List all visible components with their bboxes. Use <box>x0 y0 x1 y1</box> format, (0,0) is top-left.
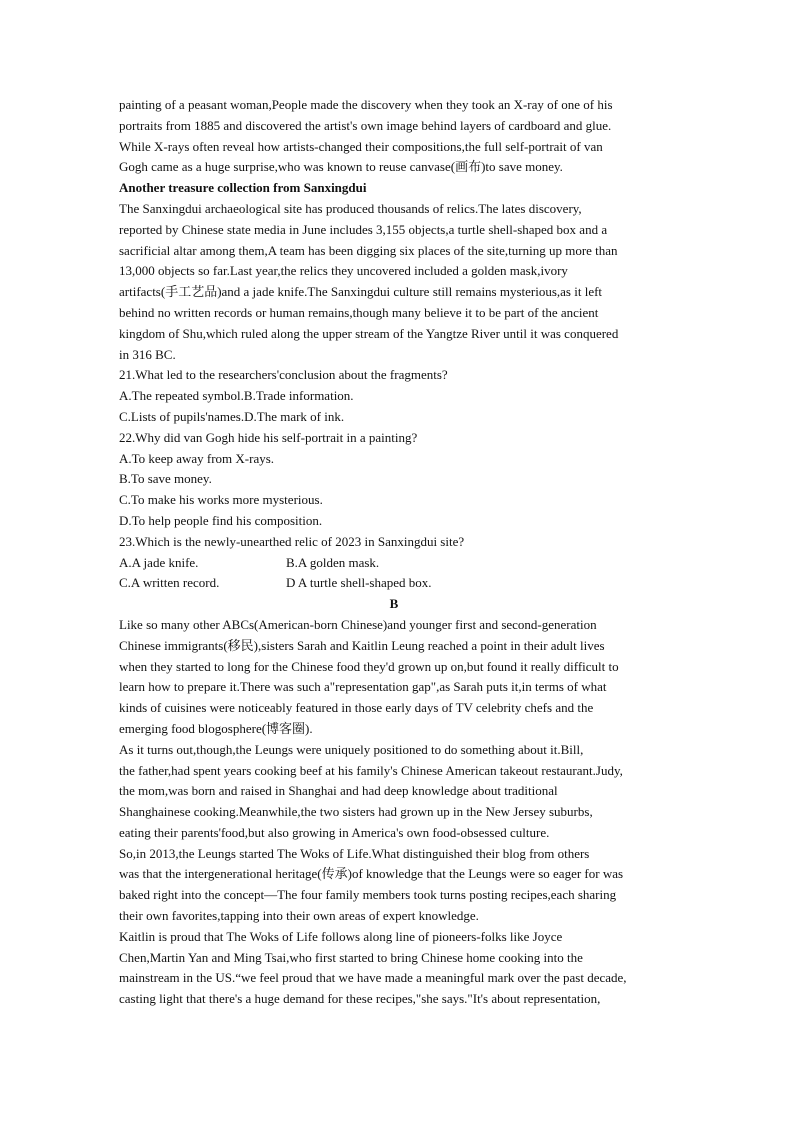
text-line: While X-rays often reveal how artists-changed their compositions,the full self-portrait of van <box>119 138 603 154</box>
text-line: baked right into the concept—The four family members took turns posting recipes,each sharing <box>119 887 617 903</box>
text-line: kinds of cuisines were noticeably featured in those early days of TV celebrity chefs and the <box>119 700 594 716</box>
question-21 <box>119 365 679 427</box>
answer-option-c: C.To make his works more mysterious. <box>119 492 323 508</box>
text-line: Like so many other ABCs(American-born Chinese)and younger first and second-generation <box>119 616 597 632</box>
answer-option-c: C.A written record. <box>119 575 220 591</box>
answer-row <box>119 573 679 594</box>
question-22 <box>119 428 679 532</box>
section-heading: Another treasure collection from Sanxingdui <box>119 180 367 196</box>
answer-option-b: B.To save money. <box>119 471 212 487</box>
text-line: the mom,was born and raised in Shanghai and had deep knowledge about traditional <box>119 783 558 799</box>
answer-row <box>119 553 679 574</box>
passage-woks-of-life <box>119 615 679 1010</box>
answer-options: A.The repeated symbol.B.Trade information. <box>119 388 354 404</box>
answer-option-b: B.A golden mask. <box>286 554 380 570</box>
text-line: mainstream in the US.“we feel proud that we have made a meaningful mark over the past decade, <box>119 970 627 986</box>
text-line: As it turns out,though,the Leungs were uniquely positioned to do something about it.Bill, <box>119 741 584 757</box>
text-line: Gogh came as a huge surprise,who was known to reuse canvase(画布)to save money. <box>119 159 563 175</box>
text-line: their own favorites,tapping into their own areas of expert knowledge. <box>119 908 479 924</box>
answer-options: C.Lists of pupils'names.D.The mark of ink. <box>119 408 345 424</box>
document-page <box>119 95 679 1010</box>
section-label: B <box>389 596 399 612</box>
text-line: Shanghainese cooking.Meanwhile,the two sisters had grown up in the New Jersey suburbs, <box>119 804 593 820</box>
text-line: artifacts(手工艺品)and a jade knife.The Sanxingdui culture still remains mysterious,as it left <box>119 284 603 300</box>
answer-option-d: D A turtle shell-shaped box. <box>286 575 432 591</box>
passage-sanxingdui <box>119 199 679 365</box>
answer-option-d: D.To help people find his composition. <box>119 512 323 528</box>
text-line: Chen,Martin Yan and Ming Tsai,who first started to bring Chinese home cooking into the <box>119 949 583 965</box>
text-line: was that the intergenerational heritage(传承)of knowledge that the Leungs were so eager for was <box>119 866 624 882</box>
answer-option-a: A.To keep away from X-rays. <box>119 450 275 466</box>
text-line: portraits from 1885 and discovered the artist's own image behind layers of cardboard and glue. <box>119 117 612 133</box>
text-line: eating their parents'food,but also growing in America's own food-obsessed culture. <box>119 824 550 840</box>
text-line: emerging food blogosphere(博客圈). <box>119 720 313 736</box>
text-line: sacrificial altar among them,A team has been digging six places of the site,turning up more than <box>119 242 618 258</box>
text-line: So,in 2013,the Leungs started The Woks of Life.What distinguished their blog from others <box>119 845 590 861</box>
passage-van-gogh <box>119 95 679 178</box>
text-line: behind no written records or human remains,though many believe it to be part of the ancient <box>119 304 599 320</box>
question-23 <box>119 532 679 594</box>
question-stem: 21.What led to the researchers'conclusion about the fragments? <box>119 367 448 383</box>
question-stem: 22.Why did van Gogh hide his self-portrait in a painting? <box>119 429 418 445</box>
text-line: in 316 BC. <box>119 346 176 362</box>
text-line: painting of a peasant woman,People made the discovery when they took an X-ray of one of his <box>119 97 613 112</box>
text-line: 13,000 objects so far.Last year,the relics they uncovered included a golden mask,ivory <box>119 263 568 279</box>
text-line: reported by Chinese state media in June includes 3,155 objects,a turtle shell-shaped box and a <box>119 221 608 237</box>
answer-option-a: A.A jade knife. <box>119 554 199 570</box>
question-stem: 23.Which is the newly-unearthed relic of 2023 in Sanxingdui site? <box>119 533 465 549</box>
text-line: the father,had spent years cooking beef at his family's Chinese American takeout restaurant.Judy, <box>119 762 623 778</box>
text-line: The Sanxingdui archaeological site has produced thousands of relics.The lates discovery, <box>119 200 582 216</box>
text-line: when they started to long for the Chinese food they'd grown up on,but found it really difficult to <box>119 658 619 674</box>
text-line: kingdom of Shu,which ruled along the upper stream of the Yangtze River until it was conquered <box>119 325 619 341</box>
text-line: Kaitlin is proud that The Woks of Life follows along line of pioneers-folks like Joyce <box>119 928 563 944</box>
text-line: casting light that there's a huge demand for these recipes,"she says."It's about representation, <box>119 991 601 1007</box>
text-line: Chinese immigrants(移民),sisters Sarah and Kaitlin Leung reached a point in their adult lives <box>119 637 605 653</box>
text-line: learn how to prepare it.There was such a"representation gap",as Sarah puts it,in terms of what <box>119 679 607 695</box>
